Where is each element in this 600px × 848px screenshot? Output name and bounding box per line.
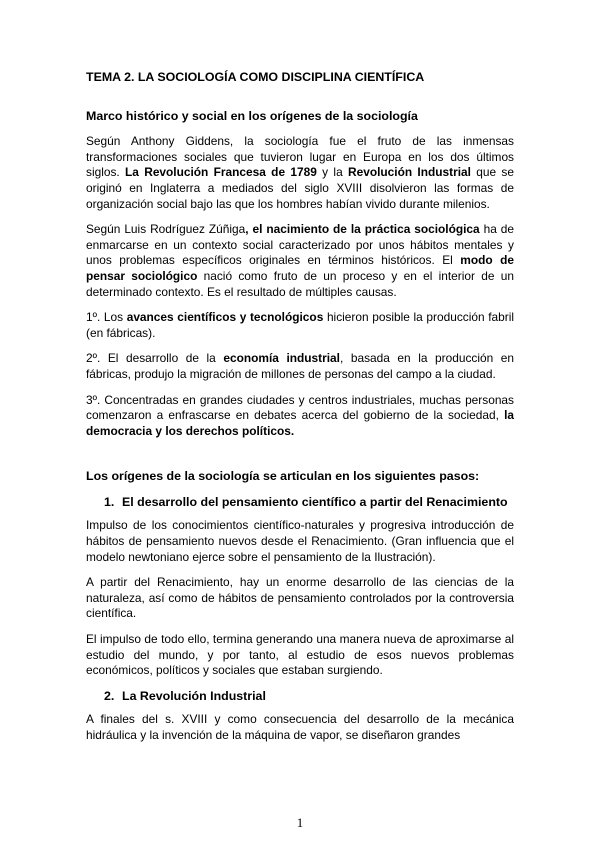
item-heading: El desarrollo del pensamiento científico a partir del Renacimiento	[122, 494, 508, 509]
bold-industrial-revolution: Revolución Industrial	[348, 165, 471, 180]
text: ha de enmarcarse en un contexto social caracterizado por unos hábitos mentales y unos problemas específicos originales en términos históricos. El	[86, 222, 514, 268]
text: y la	[316, 165, 349, 180]
text: Según Anthony Giddens, la sociología fue el fruto de las inmensas transformaciones sociales que tuvieron lugar en Europa en los dos últimos siglos.	[86, 134, 514, 180]
text: 1º. Los	[86, 310, 127, 325]
text: , basada en la producción en fábricas, produjo la migración de millones de personas del campo a la ciudad.	[86, 351, 514, 381]
numbered-heading-scientific-thought	[104, 495, 514, 511]
item-number: 1.	[104, 494, 115, 509]
paragraph-giddens	[86, 134, 514, 212]
bold-french-revolution: La Revolución Francesa de 1789	[125, 165, 317, 180]
section-heading-historical-context: Marco histórico y social en los orígenes de la sociología	[86, 108, 418, 123]
bold-birth-sociological-practice: , el nacimiento de la práctica sociológica	[245, 222, 480, 237]
paragraph-renaissance-impulse: Impulso de los conocimientos científico-naturales y progresiva introducción de hábitos de pensamiento nuevos desde el Renacimiento. (Gran influencia que el modelo newtoniano ejerce sobre el pensamiento de la Ilustración).	[86, 518, 514, 564]
bold-industrial-economy: economía industrial	[223, 351, 340, 366]
item-number: 2.	[104, 688, 115, 703]
text: 2º. El desarrollo de la	[86, 351, 224, 366]
paragraph-steam-engine: A finales del s. XVIII y como consecuencia del desarrollo de la mecánica hidráulica y la invención de la máquina de vapor, se diseñaron grandes	[86, 712, 514, 742]
page-number: 1	[296, 815, 304, 830]
document-title: TEMA 2. LA SOCIOLOGÍA COMO DISCIPLINA CIENTÍFICA	[86, 70, 425, 84]
text: Según Luis Rodríguez Zúñiga	[86, 222, 246, 237]
text: que se originó en Inglaterra a mediados del siglo XVIII disolvieron las formas de organización social bajo las que los hombres habían vivido durante milenios.	[86, 165, 514, 211]
paragraph-natural-sciences: A partir del Renacimiento, hay un enorme desarrollo de las ciencias de la naturaleza, así como de hábitos de pensamiento controlados por la controversia científica.	[86, 575, 514, 621]
bold-democracy-rights: la democracia y los derechos políticos.	[86, 408, 514, 438]
text: hicieron posible la producción fabril (en fábricas).	[86, 310, 514, 340]
paragraph-zuniga	[86, 222, 514, 300]
section-heading-origins: Los orígenes de la sociología se articulan en los siguientes pasos:	[86, 469, 480, 484]
paragraph-first-cause	[86, 310, 514, 341]
item-heading: La Revolución Industrial	[122, 688, 266, 703]
paragraph-new-approach: El impulso de todo ello, termina generando una manera nueva de aproximarse al estudio del mundo, y por tanto, al estudio de esos nuevos problemas económicos, políticos y sociales que estaban surgiendo.	[86, 632, 514, 678]
bold-sociological-thinking: modo de pensar sociológico	[86, 253, 514, 283]
bold-scientific-advances: avances científicos y tecnológicos	[126, 310, 324, 325]
paragraph-second-cause	[86, 351, 514, 382]
spacer	[86, 449, 514, 469]
text: 3º. Concentradas en grandes ciudades y centros industriales, muchas personas comenzaron a enfrascarse en debates acerca del gobierno de la sociedad,	[86, 392, 514, 423]
page-content	[86, 70, 514, 754]
numbered-heading-industrial-revolution	[104, 689, 514, 705]
text: nació como fruto de un proceso y en el interior de un determinado contexto. Es el resultado de múltiples causas.	[86, 268, 514, 299]
paragraph-third-cause	[86, 393, 514, 440]
